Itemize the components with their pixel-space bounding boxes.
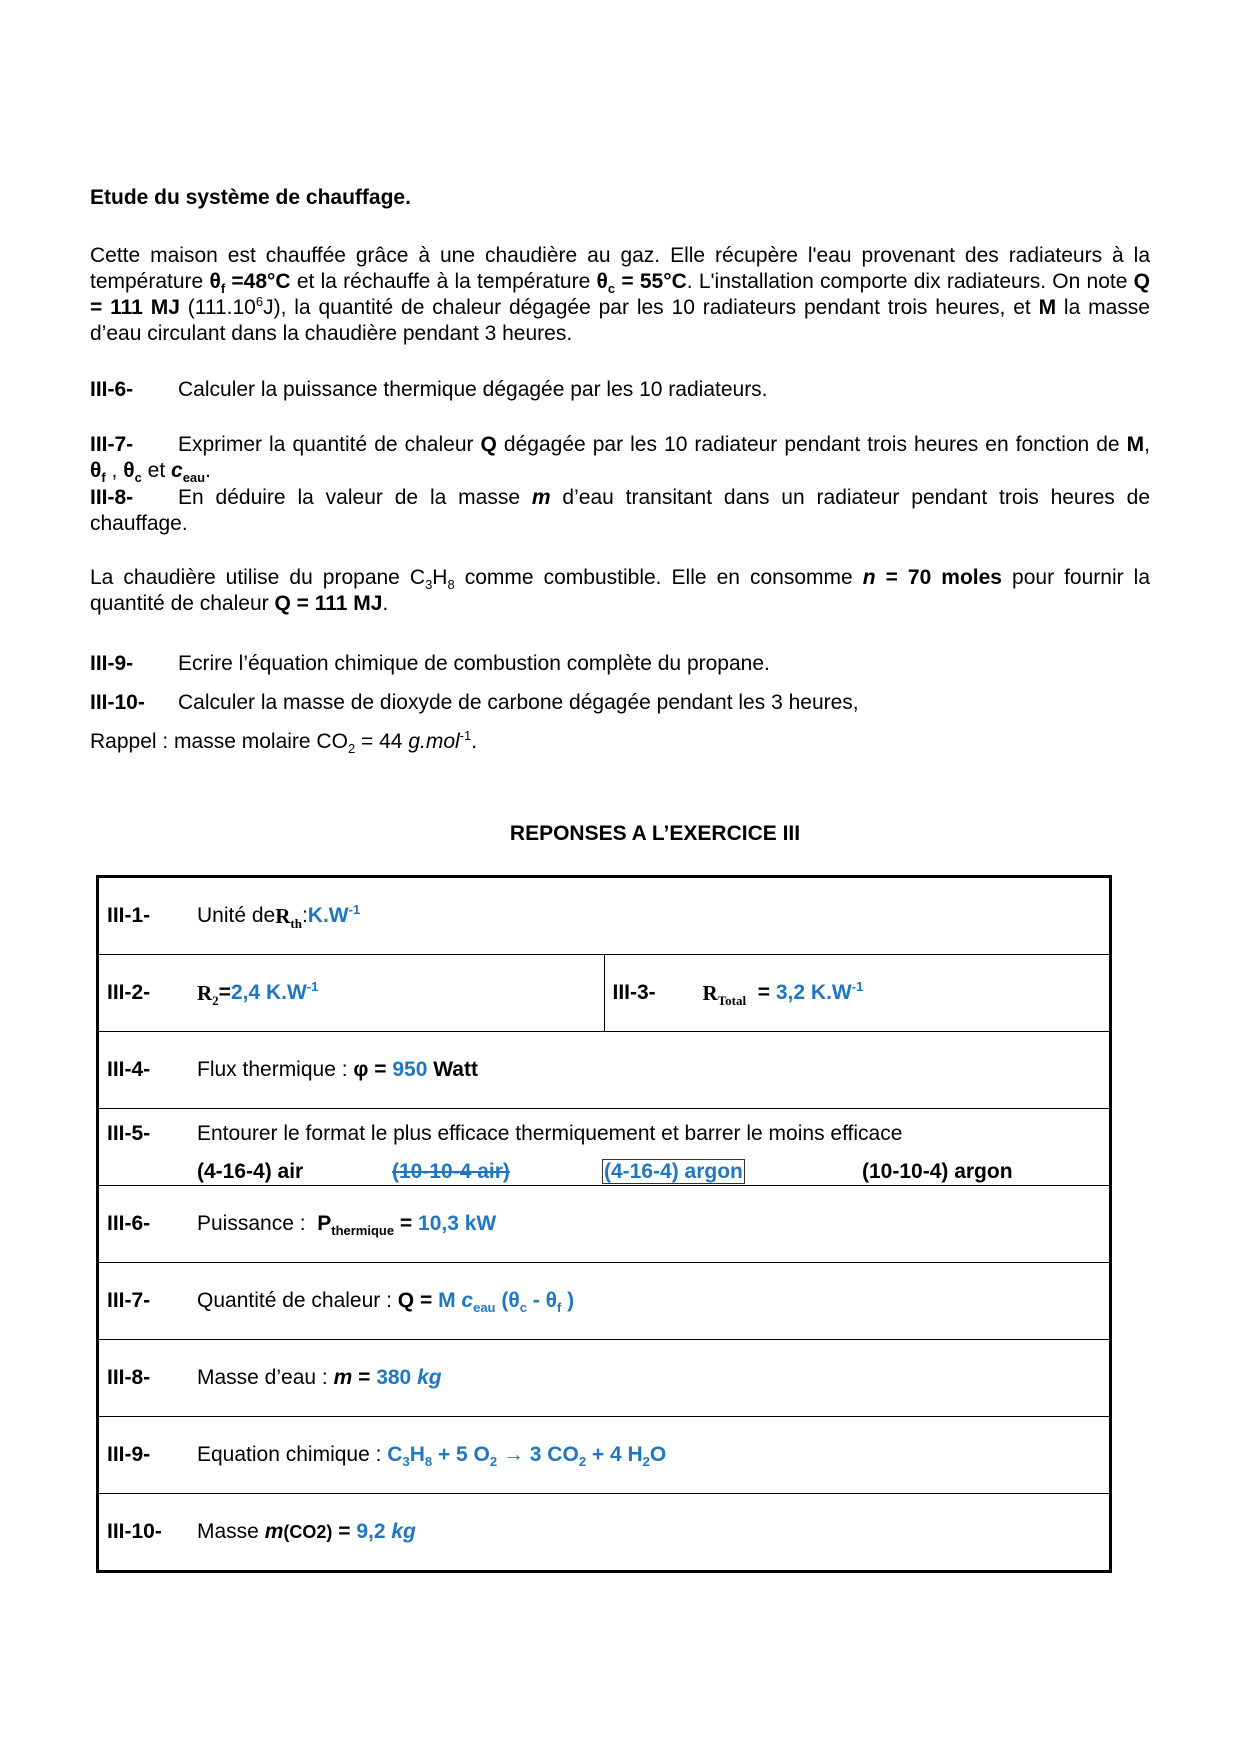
answer-label: Quantité de chaleur : [197,1289,398,1312]
intro-text: . L'installation comporte dix radiateurs. On note [686,270,1134,293]
question-text: Calculer la masse de dioxyde de carbone dégagée pendant les 3 heures, [178,691,859,714]
answer-row-III-4 [98,1032,1111,1109]
answers-title: REPONSES A L’EXERCICE III [509,822,801,845]
fuel-text: comme combustible. Elle en consomme [454,566,863,589]
q-value: Q = 111 MJ [90,270,1150,319]
answer-value: 9,2 [356,1520,392,1543]
answer-number: III-1- [107,904,151,927]
answer-unit: kg [417,1366,442,1389]
answer-number: III-7- [107,1289,151,1312]
answer-label: Unité de [197,904,276,927]
fuel-text: . [382,592,389,615]
unit: g.mol [408,730,460,753]
equals: = [332,1520,357,1543]
question-text: Ecrire l’équation chimique de combustion complète du propane. [178,652,770,675]
answer-row-III-1 [98,877,1111,955]
r2-symbol: $R_2$ [197,980,219,1008]
answer-value: 2,4 $K.W^{-1}$ [230,979,319,1004]
theta-c: $\theta_c$ [123,459,142,486]
question-III-8 [90,485,1150,537]
answer-unit: Watt [427,1058,478,1081]
p-symbol: $P_{thermique}$ [317,1212,395,1239]
answer-row-III-7 [98,1263,1111,1340]
rappel [90,729,1150,755]
question-text: et [141,459,171,482]
question-III-9 [90,651,1150,677]
equals: = [352,1366,377,1389]
answer-label: Entourer le format le plus efficace thermiquement et barrer le moins efficace [197,1122,903,1145]
answer-row-III-5 [98,1109,1111,1186]
equals: = [394,1212,419,1235]
question-text: En déduire la valeur de la masse [178,486,532,509]
exponent: -1 [459,728,472,743]
answer-number: III-10- [107,1520,162,1543]
intro-text: J), la quantité de chaleur dégagée par les 10 radiateurs pendant trois heures, et [263,296,1039,319]
answer-formula: M $c_{eau}$ ($\theta_c - \theta_f$ ) [438,1289,575,1316]
m-symbol: m [531,486,551,509]
separator: , [105,459,124,482]
question-III-6 [90,377,1150,403]
q-value: Q = 111 MJ [274,592,383,615]
intro-text: la masse d’eau circulant dans la chaudière pendant 3 heures. [90,296,1150,345]
question-number: III-10- [90,691,145,714]
equals: = [218,981,231,1004]
question-text: . [205,459,211,482]
answer-row-III-8 [98,1340,1111,1417]
m-symbol: m [333,1366,353,1389]
separator: : [301,904,308,927]
option-argon-4-16-4-circled[interactable]: (4-16-4) argon [604,1160,743,1183]
theta-f: $\theta_f =48^\circ C$ [209,270,291,297]
q-symbol: Q [480,433,497,456]
answer-number: III-4- [107,1058,151,1081]
answer-value: 380 [376,1366,418,1389]
answer-number: III-9- [107,1443,151,1466]
intro-text: et la réchauffe à la température [290,270,597,293]
answer-value: $K.W^{-1}$ [307,902,361,927]
answer-value: 10,3 kW [418,1212,497,1235]
fuel-text: La chaudière utilise du propane C [90,566,426,589]
option-air-4-16-4[interactable]: (4-16-4) air [197,1160,304,1183]
answers-table [96,875,1112,1573]
answer-number: III-6- [107,1212,151,1235]
question-text: Calculer la puissance thermique dégagée par les 10 radiateurs. [178,378,768,401]
subscript: 8 [447,577,455,593]
r-total-symbol: $R_{Total}$ [702,980,747,1008]
answer-label: Equation chimique : [197,1443,388,1466]
option-air-10-10-4-crossed[interactable]: (10-10-4 air) [392,1160,510,1183]
question-number: III-7- [90,433,134,456]
answer-value: 950 [386,1058,428,1081]
m-symbol: m [264,1520,284,1543]
answer-row-III-2-3 [98,955,1111,1032]
question-text: , [1144,433,1151,456]
answer-number: III-8- [107,1366,151,1389]
section-heading: Etude du système de chauffage. [90,186,411,209]
question-number: III-6- [90,378,134,401]
fuel-text: H [432,566,448,589]
answer-row-III-9 [98,1417,1111,1494]
fuel-paragraph [90,565,1150,617]
option-argon-10-10-4[interactable]: (10-10-4) argon [862,1160,1013,1183]
answer-row-III-10 [98,1494,1111,1572]
answer-number: III-3- [612,981,656,1004]
c-eau: $c_{eau}$ [171,459,206,486]
subscript: 2 [347,741,356,757]
question-number: III-9- [90,652,134,675]
rappel-text: . [471,730,478,753]
question-III-10 [90,690,1150,716]
equals: = [746,981,776,1004]
answer-label: Masse d’eau : [197,1366,334,1389]
answer-number: III-2- [107,981,151,1004]
exponent: 6 [255,294,264,309]
theta-f: $\theta_f$ [90,459,106,486]
intro-paragraph [90,243,1150,347]
answer-label: Flux thermique : [197,1058,354,1081]
m-symbol: M [1038,296,1057,319]
n-symbol: n [862,566,876,589]
chemical-equation: $C_3H_8 + 5$ $O_2 \to 3$ $CO_2 + 4$ $H_2O$ [387,1443,667,1470]
answer-row-III-6 [98,1186,1111,1263]
intro-text: Cette maison est chauffée grâce à une chaudière au gaz. Elle récupère l'eau provenant des radiateurs à la température [90,244,1150,293]
answer-label: Masse [197,1520,265,1543]
fuel-text: pour fournir la quantité de chaleur [90,566,1151,615]
question-III-7 [90,432,1150,484]
n-value: = 70 moles [875,566,1002,589]
q-symbol: Q = [397,1289,439,1312]
rappel-text: Rappel : masse molaire CO [90,730,348,753]
answer-number: III-5- [107,1122,151,1145]
answer-label: Puissance : [197,1212,318,1235]
theta-c: $\theta_c = 55^\circ C$ [596,270,687,297]
question-text: d’eau transitant dans un radiateur pendant trois heures de chauffage. [90,486,1150,535]
answer-unit: kg [391,1520,416,1543]
intro-text: (111.10 [179,296,256,319]
glazing-options [197,1160,1109,1184]
m-symbol: M [1126,433,1145,456]
subscript: 3 [425,577,433,593]
question-number: III-8- [90,486,134,509]
rappel-text: = 44 [355,730,409,753]
question-text: dégagée par les 10 radiateur pendant trois heures en fonction de [496,433,1127,456]
phi-symbol: φ = [353,1058,387,1081]
question-text: Exprimer la quantité de chaleur [178,433,481,456]
r-th-symbol: $R_{th}$ [275,903,302,931]
co2-label: (CO2) [283,1521,333,1542]
answer-value: 3,2 $K.W^{-1}$ [775,979,864,1004]
